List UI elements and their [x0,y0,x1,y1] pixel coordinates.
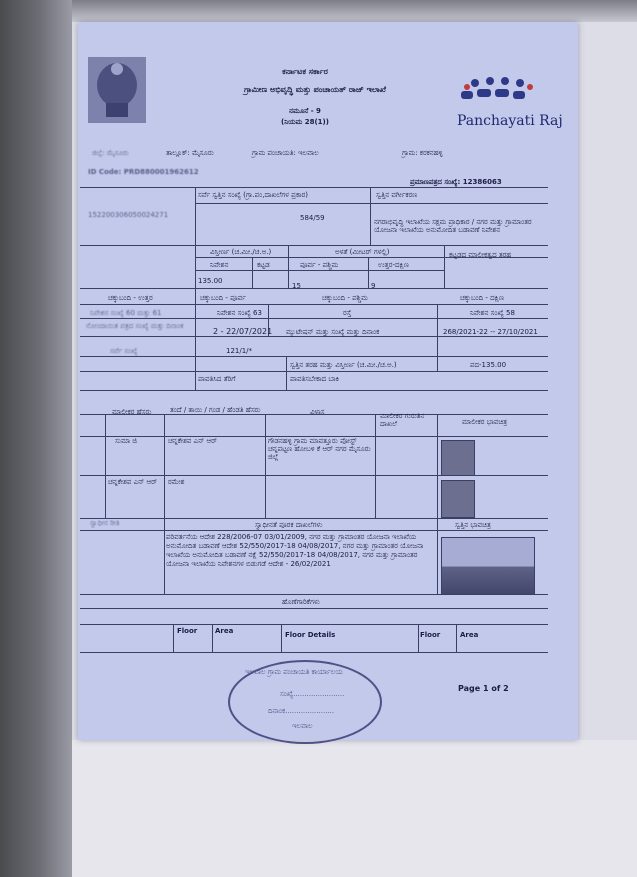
form-number: ನಮೂನೆ - 9 [289,107,321,115]
north-south-value: 9 [371,282,376,290]
registration-label: ನೋಂದಾಯಿತ ಪತ್ರದ ಸಂಖ್ಯೆ ಮತ್ತು ದಿನಾಂಕ [86,322,184,330]
tax-area-label: ಸ್ವತ್ತಿನ ತರಹ ಮತ್ತು ವಿಸ್ತೀರ್ಣ (ಚ.ಮೀ./ಚ.ಅ.) [290,361,397,369]
boundary-north-value: ನಿವೇಶನ ಸಂಖ್ಯೆ 60 ಮತ್ತು 61 [90,309,162,317]
owner-1-name: ಸುಮಾ ಜಿ [115,437,138,445]
village: ಗ್ರಾಮ: ಕರಕನಹಳ್ಳಿ [402,149,443,157]
possession-docs-text: ಪರಿವರ್ತನೆಯ ಆದೇಶ 228/2006-07 03/01/2009, ನಗರ ಮತ್ತು ಗ್ರಾಮಾಂತರ ಯೋಜನಾ ಇಲಾಖೆಯ ಅನುಮೋದಿತ ಬಡಾವಣೆ ಆದೇಶ 52/550/2017-18 04/08/2017, ನಗರ ಮತ್ತು ಗ್ರಾಮಾಂತರ ಯೋಜನಾ ಇಲಾಖೆಯ ಅನುಮೋದಿತ ಬಡಾವಣೆ ನಕ್ಷೆ 52/550/2017-18 04/08/2017, ನಗರ ಮತ್ತು ಗ್ರಾಮಾಂತರ ಯೋಜನಾ ಇಲಾಖೆಯ ನಿವೇಶನಗಳ ಬಿಡುಗಡೆ ಆದೇಶ - 26/02/2021 [166,533,424,568]
brand-name: Panchayati Raj [457,113,563,129]
state-title: ಕರ್ನಾಟಕ ಸರ್ಕಾರ [282,67,328,76]
owner-photo-header: ಮಾಲೀಕರ ಭಾವಚಿತ್ರ [462,418,508,426]
east-west-label: ಪೂರ್ವ - ಪಶ್ಚಿಮ [300,261,339,269]
owner-1-address: ಗೌಡನಹಳ್ಳಿ ಗ್ರಾಮ ಮಾವತ್ತೂರು ಪೋಸ್ಟ್ ಚನ್ನಪಟ್ಟಣ ಹೋಬಳಿ ಕೆ ಆರ್ ನಗರ ಮೈಸೂರು ಜಿಲ್ಲೆ [268,437,371,461]
back-sheet [72,740,637,877]
owner-2-name: ಚನ್ನಕೇಶವ ಎನ್ ಆರ್ [108,478,158,486]
registration-value: 2 - 22/07/2021 [213,327,273,336]
property-type-value: ನಗರಾಭಿವೃದ್ಧಿ ಇಲಾಖೆಯ ಸಕ್ಷಮ ಪ್ರಾಧಿಕಾರ / ನಗರ ಮತ್ತು ಗ್ರಾಮಾಂತರ ಯೋಜನಾ ಇಲಾಖೆಯ ಅನುಮೋದಿತ ಬಡಾವಣೆ ನಿವೇಶನ [374,218,532,234]
owner-2-relative: ರಮೇಶ [168,478,185,486]
seal-number: ಸಂಖ್ಯೆ....................... [280,690,345,698]
possession-label: ಸ್ವಾಧೀನ ರೀತಿ [90,519,120,527]
seal-date: ದಿನಾಂಕ...................... [268,707,335,715]
scan-top [72,0,637,22]
survey-no-label: ಸರ್ವೆ ಸಂಖ್ಯೆ [110,347,138,355]
area-header-2: Area [460,631,479,639]
boundary-west-value: ರಸ್ತೆ [343,309,352,317]
owner-id-header: ಮಾಲೀಕರ ಗುರುತಿನ ದಾಖಲೆ [380,412,425,428]
boundary-south-value: ನಿವೇಶನ ಸಂಖ್ಯೆ 58 [470,309,515,317]
area-label: ವಿಸ್ತೀರ್ಣ (ಚ.ಮೀ./ಚ.ಅ.) [210,248,272,256]
district: ಜಿಲ್ಲೆ: ಮೈಸೂರು [92,149,129,157]
mutation-value: 268/2021-22 -- 27/10/2021 [443,328,538,336]
karnataka-emblem-icon [86,55,148,125]
property-type-label: ಸ್ವತ್ತಿನ ವರ್ಗೀಕರಣ [376,191,418,199]
seal-ring-text: ಇಲವಾಲ ಗ್ರಾಮ ಪಂಚಾಯತಿ ಕಾರ್ಯಾಲಯ [245,668,343,676]
certificate-number: ಪ್ರಮಾಣಪತ್ರದ ಸಂಖ್ಯೆ: 12386063 [410,178,502,186]
site-label: ನಿವೇಶನ [210,261,229,269]
boundary-west-label: ಚಕ್ಕುಬಂದಿ - ಪಶ್ಚಿಮ [322,294,368,302]
seal-place: ಇಲವಾಲ [292,722,313,730]
floor-header-2: Floor [420,631,441,639]
building-label: ಕಟ್ಟಡ [257,261,270,269]
department-title: ಗ್ರಾಮೀಣ ಅಭಿವೃದ್ಧಿ ಮತ್ತು ಪಂಚಾಯತ್ ರಾಜ್ ಇಲಾಖೆ [244,85,386,94]
owner-address-header: ವಿಳಾಸ [310,408,325,416]
survey-value: 584/59 [300,214,325,222]
site-area: 135.00 [198,277,223,285]
property-photo-header: ಸ್ವತ್ತಿನ ಭಾವಚಿತ್ರ [455,521,491,529]
property-photo [441,537,535,595]
survey-label: ಸರ್ವೆ ಸ್ವತ್ತಿನ ಸಂಖ್ಯೆ (ಗ್ರಾ.ಪಂ,ದಾಖಲೆಗಳ ಪ್ರಕಾರ) [198,191,309,199]
scan-edge [0,0,72,877]
tax-due-label: ಪಾವತಿಸಬೇಕಾದ ಬಾಕಿ [290,375,339,383]
boundary-south-label: ಚಕ್ಕುಬಂದಿ - ದಕ್ಷಿಣ [460,294,505,302]
dimensions-label: ಅಳತೆ (ಮೀಟರ್ ಗಳಲ್ಲಿ) [335,248,390,256]
boundary-north-label: ಚಕ್ಕುಬಂದಿ - ಉತ್ತರ [108,294,153,302]
building-kind-label: ಕಟ್ಟಡದ ಮಾಲೀಕತ್ವದ ತರಹ [449,251,512,259]
owner-1-relative: ಚನ್ನಕೇಶವ ಎನ್ ಆರ್ [168,437,218,445]
liabilities-header: ಹೊಣೆಗಾರಿಕೆಗಳು [282,598,320,606]
tax-paid-label: ಪಾವತಿಸಿದ ತೆರಿಗೆ [198,375,236,383]
mutation-label: ಮ್ಯುಟೇಷನ್ ಮತ್ತು ಸಂಖ್ಯೆ ಮತ್ತು ದಿನಾಂಕ [286,328,380,336]
owner-1-photo [441,440,475,476]
owner-2-photo [441,480,475,518]
owner-name-header: ಮಾಲೀಕರ ಹೆಸರು [112,408,152,416]
page-number: Page 1 of 2 [458,684,509,693]
possession-docs-header: ಸ್ವಾಧೀನತೆ ಪೂರಕ ದಾಖಲೆಗಳು [255,521,323,529]
boundary-east-label: ಚಕ್ಕುಬಂದಿ - ಪೂರ್ವ [200,294,246,302]
taluk: ತಾಲ್ಲೂಕ್: ಮೈಸೂರು [166,149,214,157]
property-code: ID Code: PRD880001962612 [88,168,199,176]
survey-no-value: 121/1/* [226,347,253,355]
boundary-east-value: ನಿವೇಶನ ಸಂಖ್ಯೆ 63 [217,309,262,317]
property-id: 152200306050024271 [88,211,169,219]
tax-area-value: ಪದ-135.00 [470,361,507,369]
area-header-1: Area [215,627,234,635]
gram-panchayat: ಗ್ರಾಮ ಪಂಚಾಯತಿ: ಇಲವಾಲ [252,149,319,157]
north-south-label: ಉತ್ತರ-ದಕ್ಷಿಣ [378,261,409,269]
floor-header-1: Floor [177,627,198,635]
east-west-value: 15 [292,282,301,290]
rule-number: (ನಿಯಮ 28(1)) [281,118,329,126]
floor-details-header: Floor Details [285,631,336,639]
owner-relative-header: ತಂದೆ / ತಾಯಿ / ಗಂಡ / ಹೆಂಡತಿ ಹೆಸರು [170,406,261,414]
